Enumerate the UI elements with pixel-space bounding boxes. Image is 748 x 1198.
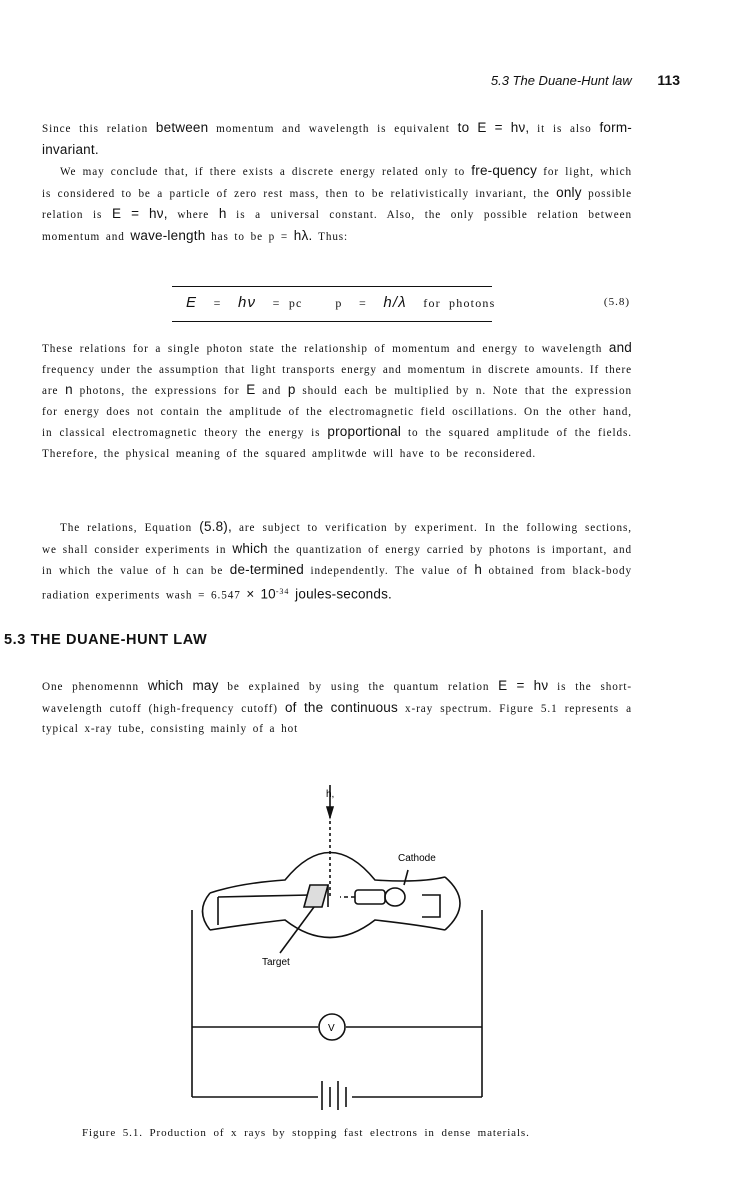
- text-run: These relations for a single photon state the relationship of momentum and energy to wavelength: [42, 343, 609, 355]
- text-run: independently. The value of: [303, 565, 475, 578]
- text-run: (5.8),: [199, 519, 232, 534]
- text-run: hλ.: [293, 227, 313, 243]
- paragraph-3: [42, 338, 632, 465]
- paragraph-5: [42, 676, 632, 740]
- cathode-cup: [355, 890, 385, 904]
- text-run: momentum and wavelength is equivalent: [208, 123, 458, 135]
- text-run: form-invariant.: [42, 120, 632, 157]
- text-run: it is also: [529, 123, 600, 135]
- text-run: only: [556, 184, 582, 200]
- text-run: to E = hν,: [457, 120, 530, 135]
- exponent: -34: [275, 586, 290, 596]
- text-run: We may conclude that, if there exists a discrete energy related only to: [60, 166, 472, 178]
- text-run: frequency under the assumption that light transports energy and momentum in discrete amounts. If there are: [42, 363, 632, 398]
- text-run: which: [232, 540, 268, 556]
- text-run: obtained from black-body radiation experiments wash = 6.547: [42, 565, 632, 602]
- text-run: should each be multiplied by n. Note that the expression for energy does not contain the amplitude of the electromagnetic field oscillations. On the other hand, in classical electromagnetic theory the energy is: [42, 385, 632, 440]
- eq-pc: = pc: [272, 296, 303, 310]
- cathode-lead: [422, 895, 440, 917]
- text-run: × 10: [246, 586, 276, 602]
- text-run: E = hν: [498, 678, 549, 693]
- text-run: is the short-wavelength cutoff (high-frequency cutoff): [42, 681, 632, 715]
- text-run: to the squared amplitude of the fields. Therefore, the physical meaning of the squared amplitwde will have to be reconsidered.: [42, 427, 632, 460]
- text-run: for light, which is considered to be a particle of zero rest mass, then to be relativistically invariant, the: [42, 166, 633, 200]
- text-run: are subject to verification by experiment. In the following sections, we shall consider experiments in: [42, 522, 632, 556]
- envelope-bottom: [210, 920, 445, 938]
- label-target: Target: [262, 957, 290, 968]
- text-run: photons, the expressions for: [72, 385, 247, 398]
- target-pointer: [280, 907, 314, 953]
- envelope-right-cap: [445, 877, 460, 930]
- text-run: Since this relation: [42, 123, 156, 135]
- text-run: wave-length: [130, 227, 206, 243]
- text-run: h: [218, 206, 227, 222]
- text-run: fre-quency: [471, 163, 538, 178]
- text-run: p: [287, 382, 296, 398]
- text-run: E: [246, 382, 256, 398]
- eq-energy: E: [186, 294, 198, 311]
- label-voltmeter: V: [328, 1023, 335, 1034]
- anode-rod: [218, 895, 310, 897]
- text-run: h: [474, 562, 483, 578]
- text-run: of the continuous: [284, 699, 398, 715]
- eq-hv: hν: [238, 294, 257, 311]
- envelope-left-cap: [203, 893, 211, 930]
- text-run: has to be p =: [205, 230, 294, 243]
- eq-p: p: [335, 296, 343, 310]
- paragraph-2: [42, 161, 632, 247]
- text-run: be explained by using the quantum relation: [218, 681, 499, 693]
- text-run: the quantization of energy carried by photons is important, and in which the value of h can be: [42, 543, 633, 578]
- eq-equals: =: [358, 296, 367, 310]
- label-cathode: Cathode: [398, 853, 436, 864]
- text-run: joules-seconds.: [289, 586, 392, 602]
- xray-tube-figure: [190, 785, 500, 1110]
- equation-number: (5.8): [603, 296, 630, 308]
- text-run: which may: [147, 678, 219, 693]
- page-number: 113: [657, 72, 680, 88]
- text-run: between: [155, 120, 209, 135]
- paragraph-1: [42, 118, 632, 161]
- eq-h-over-lambda: h/λ: [383, 294, 407, 311]
- text-run: and: [608, 340, 632, 355]
- text-run: possible relation is: [42, 187, 632, 222]
- running-head-section: 5.3 The Duane-Hunt law: [490, 73, 632, 88]
- paragraph-4: [42, 517, 632, 606]
- target-block: [304, 885, 328, 907]
- equation-5-8: [186, 294, 495, 311]
- text-run: n: [65, 382, 73, 398]
- text-run: proportional: [327, 424, 402, 440]
- text-run: is a universal constant. Also, the only possible relation between momentum and: [42, 209, 632, 243]
- text-run: The relations, Equation: [60, 522, 200, 534]
- text-run: where: [167, 209, 219, 222]
- eq-for-photons: for photons: [423, 296, 496, 310]
- eq-equals: =: [213, 296, 222, 310]
- text-run: E = hν,: [111, 206, 168, 222]
- label-h: h,: [326, 789, 335, 800]
- section-heading: 5.3 THE DUANE-HUNT LAW: [4, 632, 208, 648]
- text-run: de-termined: [229, 562, 304, 578]
- cathode-pointer: [404, 870, 408, 885]
- text-run: x-ray spectrum. Figure 5.1 represents a typical x-ray tube, consisting mainly of a hot: [42, 702, 632, 736]
- cathode-filament: [385, 888, 405, 906]
- text-run: One phenomennn: [42, 681, 148, 693]
- text-run: Thus:: [312, 230, 349, 243]
- figure-caption: Figure 5.1. Production of x rays by stopping fast electrons in dense materials.: [82, 1127, 530, 1139]
- running-head: [491, 72, 680, 88]
- text-run: and: [255, 385, 288, 398]
